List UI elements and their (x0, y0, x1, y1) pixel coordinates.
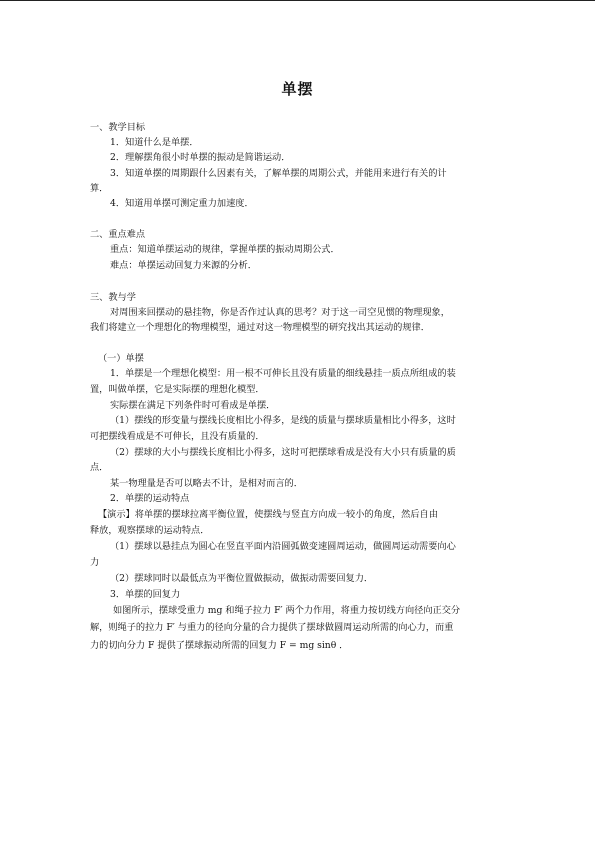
restoring-force-paragraph: 如图所示，摆球受重力 mg 和绳子拉力 F′ 两个力作用，将重力按切线方向径向正交分 (113, 605, 461, 616)
condition-1-cont: 可把摆线看成是不可伸长，且没有质量的． (90, 431, 265, 442)
definition-paragraph-cont: 置，叫做单摆，它是实际摆的理想化模型． (90, 384, 265, 395)
motion-point-1-cont: 力 (90, 557, 100, 568)
demo-paragraph-cont: 释放，观察摆球的运动特点． (90, 525, 210, 536)
objective-2: 2．理解摆角很小时单摆的振动是简谐运动． (110, 152, 291, 163)
section-heading-teaching: 三、教与学 (90, 292, 136, 303)
condition-2-cont: 点． (90, 462, 109, 473)
restoring-force-heading: 3．单摆的回复力 (110, 589, 181, 600)
restoring-force-paragraph-cont: 解，则绳子的拉力 F′ 与重力的径向分量的合力提供了摆球做圆周运动所需的向心力，而重 (90, 622, 454, 633)
section-heading-objectives: 一、教学目标 (90, 122, 146, 133)
relative-note: 某一物理量是否可以略去不计，是相对而言的． (110, 478, 303, 489)
objective-3-cont: 算． (90, 183, 109, 194)
subsection-pendulum: （一）单摆 (98, 353, 144, 364)
motion-point-2: （2）摆球同时以最低点为平衡位置做振动，做振动需要回复力． (110, 573, 374, 584)
demo-paragraph: 【演示】将单摆的摆球拉离平衡位置，使摆线与竖直方向成一较小的角度，然后自由 (98, 509, 438, 520)
conditions-intro: 实际摆在满足下列条件时可看成是单摆． (110, 400, 276, 411)
intro-paragraph-cont: 我们将建立一个理想化的物理模型，通过对这一物理模型的研究找出其运动的规律． (90, 322, 430, 333)
motion-heading: 2．单摆的运动特点 (110, 493, 190, 504)
objective-4: 4．知道用单摆可测定重力加速度． (110, 198, 254, 209)
difficult-point: 难点：单摆运动回复力来源的分析． (110, 260, 257, 271)
condition-2: （2）摆球的大小与摆线长度相比小得多，这时可把摆球看成是没有大小只有质量的质 (110, 447, 456, 458)
condition-1: （1）摆线的形变量与摆线长度相比小得多，是线的质量与摆球质量相比小得多，这时 (110, 415, 456, 426)
definition-paragraph: 1．单摆是一个理想化模型：用一根不可伸长且没有质量的细线悬挂一质点所组成的装 (110, 368, 456, 379)
restoring-force-formula-line: 力的切向分力 F 提供了摆球振动所需的回复力 F = mg sinθ ． (90, 640, 349, 651)
objective-3: 3．知道单摆的周期跟什么因素有关，了解单摆的周期公式，并能用来进行有关的计 (110, 168, 447, 179)
motion-point-1: （1）摆球以悬挂点为圆心在竖直平面内沿圆弧做变速圆周运动，做圆周运动需要向心 (110, 541, 456, 552)
section-heading-keypoints: 二、重点难点 (90, 229, 146, 240)
key-point: 重点：知道单摆运动的规律，掌握单摆的振动周期公式． (110, 244, 340, 255)
page-title: 单摆 (281, 80, 314, 98)
intro-paragraph: 对周围来回摆动的悬挂物，你是否作过认真的思考？对于这一司空见惯的物理现象， (110, 307, 450, 318)
objective-1: 1．知道什么是单摆． (110, 137, 199, 148)
